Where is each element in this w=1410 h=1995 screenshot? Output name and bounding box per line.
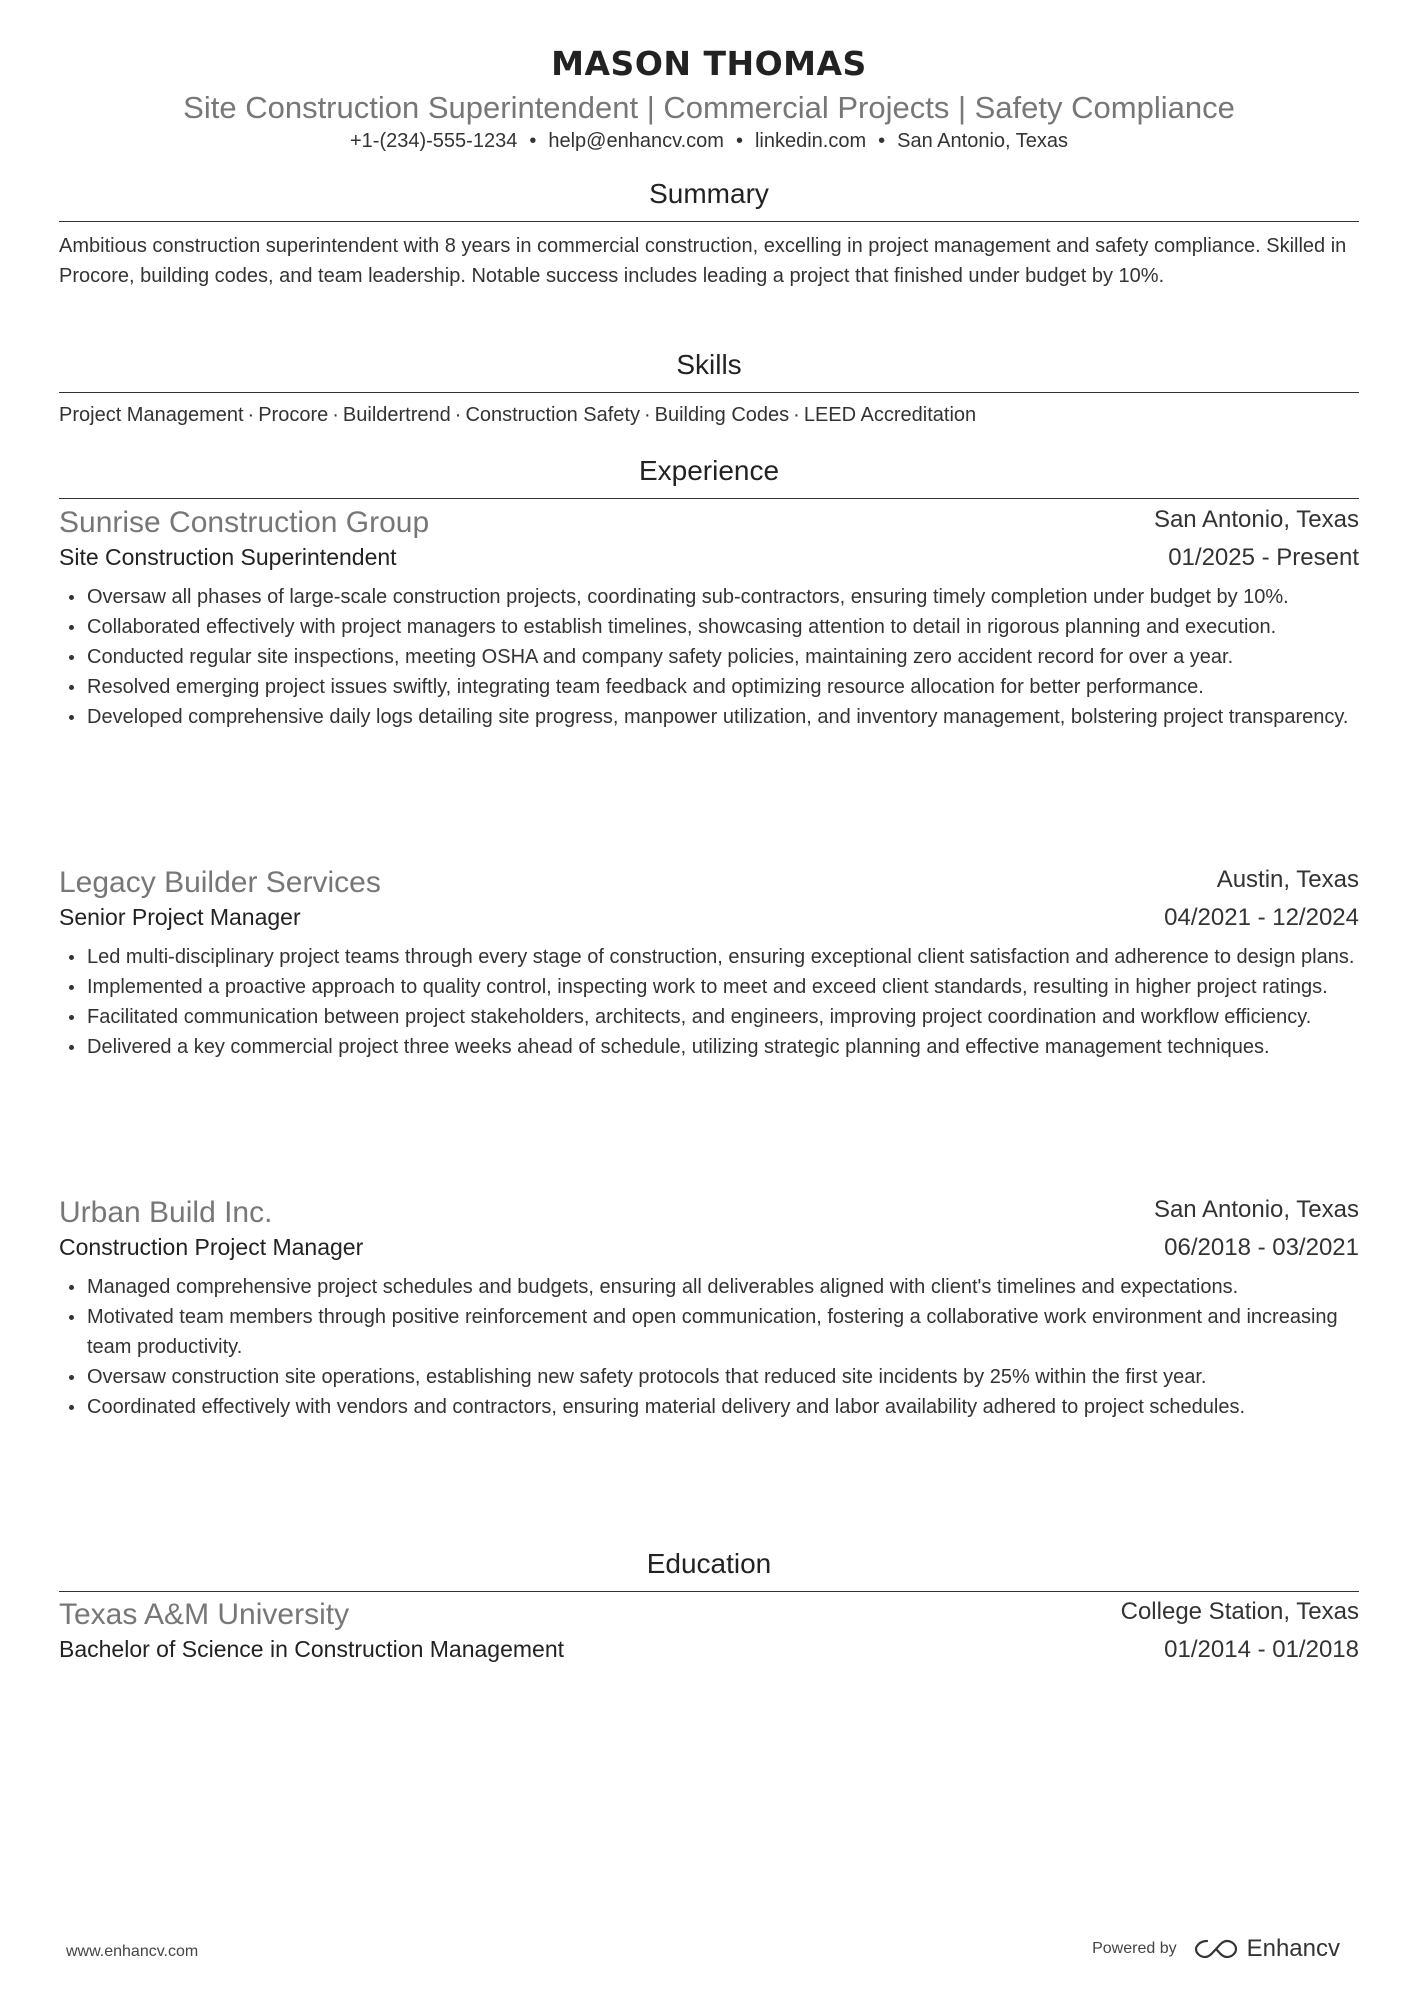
job-bullets [59, 942, 1359, 1062]
skill-item: Project Management [59, 404, 244, 426]
job-dates: 01/2025 - Present [1168, 544, 1359, 571]
job-bullets [59, 1272, 1359, 1422]
section-divider [59, 498, 1359, 499]
list-item: Collaborated effectively with project managers to establish timelines, showcasing attention to detail in rigorous planning and execution. [59, 612, 1359, 642]
enhancv-logo-icon [1193, 1937, 1239, 1961]
job-location: San Antonio, Texas [1153, 506, 1359, 533]
school-location: College Station, Texas [1120, 1598, 1359, 1625]
list-item: Motivated team members through positive reinforcement and open communication, fostering a collaborative work environment and increasing team productivity. [59, 1302, 1359, 1362]
skill-separator: · [793, 404, 800, 426]
list-item: Implemented a proactive approach to quality control, inspecting work to meet and exceed client standards, resulting in higher project ratings. [59, 972, 1359, 1002]
brand-logo[interactable] [1193, 1935, 1340, 1963]
job-dates: 06/2018 - 03/2021 [1164, 1234, 1359, 1261]
skill-item: LEED Accreditation [803, 404, 977, 426]
list-item: Conducted regular site inspections, meeting OSHA and company safety policies, maintaining zero accident record for over a year. [59, 642, 1359, 672]
list-item: Oversaw construction site operations, establishing new safety protocols that reduced site incidents by 25% within the first year. [59, 1362, 1359, 1392]
job-entry [59, 866, 1359, 1062]
experience-title: Experience [638, 455, 780, 486]
job-location: San Antonio, Texas [1153, 1196, 1359, 1223]
list-item: Managed comprehensive project schedules and budgets, ensuring all deliverables aligned with client's timelines and expectations. [59, 1272, 1359, 1302]
footer-website[interactable]: www.enhancv.com [66, 1943, 199, 1960]
skills-title: Skills [676, 349, 742, 380]
skill-separator: · [332, 404, 339, 426]
separator-dot: • [529, 130, 537, 152]
skill-item: Construction Safety [465, 404, 640, 426]
company-name: Sunrise Construction Group [59, 506, 430, 539]
summary-title: Summary [649, 178, 769, 209]
linkedin[interactable]: linkedin.com [754, 130, 867, 152]
list-item: Developed comprehensive daily logs detailing site progress, manpower utilization, and inventory management, bolstering project transparency. [59, 702, 1359, 732]
skills-list [59, 404, 1359, 427]
job-title: Construction Project Manager [59, 1234, 364, 1260]
education-title: Education [646, 1548, 772, 1579]
list-item: Facilitated communication between project stakeholders, architects, and engineers, improving project coordination and workflow efficiency. [59, 1002, 1359, 1032]
job-entry [59, 506, 1359, 732]
section-divider [59, 221, 1359, 222]
education-dates: 01/2014 - 01/2018 [1164, 1636, 1359, 1663]
list-item: Coordinated effectively with vendors and contractors, ensuring material delivery and labor availability adhered to project schedules. [59, 1392, 1359, 1422]
separator-dot: • [878, 130, 886, 152]
job-title: Senior Project Manager [59, 904, 301, 930]
list-item: Resolved emerging project issues swiftly, integrating team feedback and optimizing resource allocation for better performance. [59, 672, 1359, 702]
job-bullets [59, 582, 1359, 732]
job-dates: 04/2021 - 12/2024 [1164, 904, 1359, 931]
skill-item: Building Codes [654, 404, 790, 426]
section-divider [59, 392, 1359, 393]
skill-separator: · [643, 404, 651, 426]
footer-branding [1092, 1935, 1340, 1963]
candidate-tagline: Site Construction Superintendent | Commercial Projects | Safety Compliance [183, 90, 1235, 125]
location: San Antonio, Texas [897, 130, 1069, 152]
job-location: Austin, Texas [1216, 866, 1359, 893]
list-item: Led multi-disciplinary project teams through every stage of construction, ensuring exceptional client satisfaction and adherence to design plans. [59, 942, 1359, 972]
education-entry [59, 1598, 1359, 1668]
phone: +1-(234)-555-1234 [349, 130, 518, 152]
list-item: Oversaw all phases of large-scale construction projects, coordinating sub-contractors, ensuring timely completion under budget by 10%. [59, 582, 1359, 612]
school-name: Texas A&M University [59, 1598, 350, 1631]
powered-by-label: Powered by [1092, 1940, 1177, 1957]
skill-item: Buildertrend [342, 404, 451, 426]
section-divider [59, 1591, 1359, 1592]
separator-dot: • [735, 130, 743, 152]
skill-separator: · [247, 404, 255, 426]
company-name: Urban Build Inc. [59, 1196, 273, 1229]
brand-name: Enhancv [1246, 1935, 1340, 1962]
job-title: Site Construction Superintendent [59, 544, 397, 570]
skill-item: Procore [258, 404, 329, 426]
company-name: Legacy Builder Services [59, 866, 381, 899]
degree: Bachelor of Science in Construction Management [59, 1636, 565, 1662]
skill-separator: · [454, 404, 462, 426]
candidate-name: MASON THOMAS [551, 44, 867, 83]
contact-line [59, 130, 1359, 153]
summary-text: Ambitious construction superintendent with 8 years in commercial construction, excelling in project management and safety compliance. Skilled in Procore, building codes, and team leadership. Notable success includes leading a project that finished under budget by 10%. [59, 235, 1347, 287]
job-entry [59, 1196, 1359, 1422]
email[interactable]: help@enhancv.com [548, 130, 724, 152]
list-item: Delivered a key commercial project three weeks ahead of schedule, utilizing strategic planning and effective management techniques. [59, 1032, 1359, 1062]
